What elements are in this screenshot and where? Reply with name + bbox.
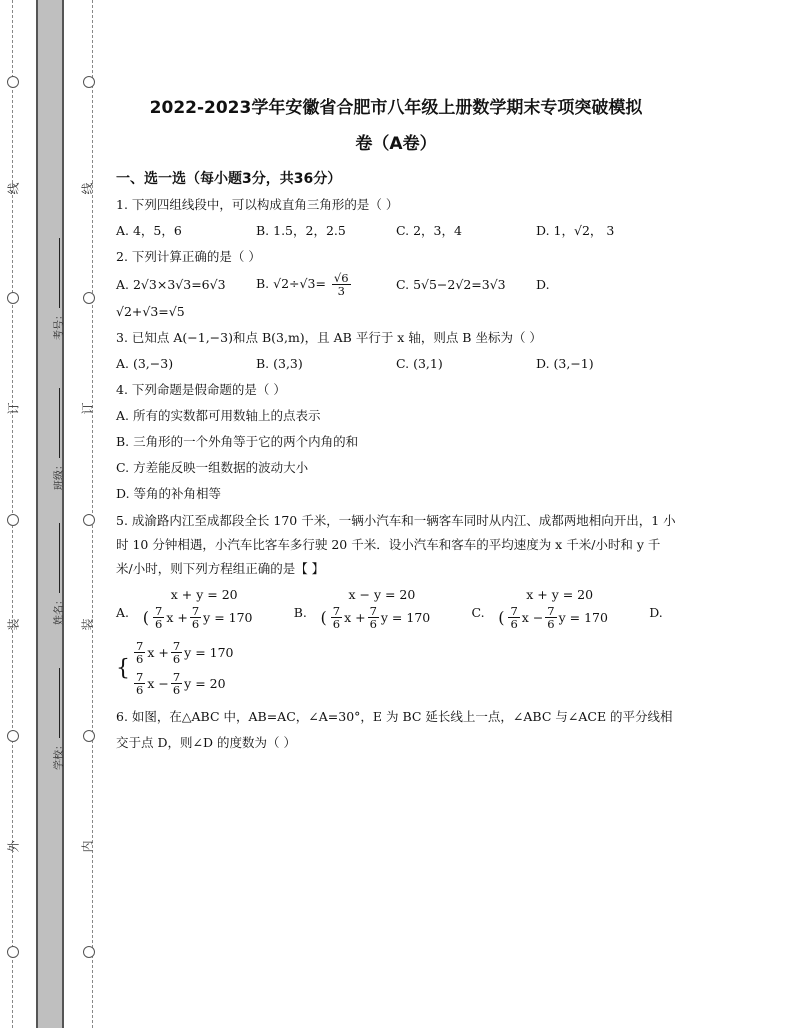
q5-option-d-system bbox=[116, 640, 676, 696]
punch-hole bbox=[83, 514, 95, 526]
numerator: 7 bbox=[547, 604, 555, 618]
term: x + bbox=[166, 610, 188, 625]
q5-option-d-label: D. bbox=[649, 605, 663, 620]
brace-icon: ( bbox=[142, 608, 149, 627]
punch-hole bbox=[83, 292, 95, 304]
section-heading: 一、选一选（每小题3分，共36分） bbox=[116, 171, 342, 187]
q5-option-c-label: C. bbox=[471, 605, 485, 620]
term: y = 170 bbox=[184, 644, 234, 660]
q4-option-b: B. 三角形的一个外角等于它的两个内角的和 bbox=[116, 434, 359, 449]
name-field: 姓名： bbox=[50, 523, 65, 625]
q3-options bbox=[116, 353, 676, 375]
term: x + bbox=[344, 610, 366, 625]
q5-option-c-system bbox=[498, 585, 649, 630]
q1-option-c: C. 2，3，4 bbox=[396, 223, 462, 238]
equation-top: x + y = 20 bbox=[526, 587, 594, 602]
punch-hole bbox=[7, 292, 19, 304]
margin-char: 外 bbox=[6, 840, 21, 853]
equation-top: x − y = 20 bbox=[348, 587, 416, 602]
fraction bbox=[508, 605, 519, 630]
q4-option-a: A. 所有的实数都可用数轴上的点表示 bbox=[116, 408, 321, 423]
q3-option-a: A. (3,−3) bbox=[116, 356, 174, 371]
equation-bottom bbox=[320, 605, 471, 630]
question-4: 4. 下列命题是假命题的是（ ） bbox=[116, 382, 286, 397]
numerator: 7 bbox=[510, 604, 518, 618]
q2-b-left: B. √2÷√3= bbox=[256, 276, 326, 291]
exam-number-field: 考号： bbox=[50, 238, 65, 340]
term: y = 170 bbox=[203, 610, 253, 625]
d-row-2 bbox=[132, 671, 234, 696]
q3-option-b: B. (3,3) bbox=[256, 356, 303, 371]
denominator: 6 bbox=[172, 652, 181, 666]
q1-option-b: B. 1.5，2，2.5 bbox=[256, 223, 346, 238]
punch-hole bbox=[7, 514, 19, 526]
q5-options bbox=[116, 585, 676, 630]
denominator: 6 bbox=[369, 617, 377, 631]
numerator: 7 bbox=[136, 639, 144, 653]
q5-option-b-label: B. bbox=[293, 605, 307, 620]
fraction bbox=[171, 640, 182, 665]
numerator: 7 bbox=[172, 639, 181, 653]
brace-icon: ( bbox=[498, 608, 505, 627]
margin-char: 内 bbox=[80, 840, 95, 853]
punch-hole bbox=[7, 946, 19, 958]
brace-icon: { bbox=[116, 655, 130, 681]
numerator: 7 bbox=[191, 604, 200, 618]
question-3: 3. 已知点 A(−1,−3)和点 B(3,m)，且 AB 平行于 x 轴，则点 B 坐标为（ ） bbox=[116, 330, 542, 345]
denominator: 6 bbox=[155, 617, 163, 631]
punch-hole bbox=[83, 946, 95, 958]
question-5: 5. 成渝路内江至成都段全长 170 千米，一辆小汽车和一辆客车同时从内江、成都两地相向开出，1 小时 10 分钟相遇，小汽车比客车多行驶 20 千米．设小汽车和客车的平均速度为 x 千米/小时和 y 千米/小时，则下列方程组正确的是【 】 bbox=[116, 513, 676, 576]
equation-bottom bbox=[498, 605, 649, 630]
denominator: 3 bbox=[337, 284, 345, 298]
denominator: 6 bbox=[136, 652, 144, 666]
q4-option-d: D. 等角的补角相等 bbox=[116, 486, 222, 501]
denominator: 6 bbox=[332, 617, 341, 631]
fraction bbox=[134, 640, 145, 665]
numerator: 7 bbox=[172, 670, 181, 684]
q3-option-d: D. (3,−1) bbox=[536, 356, 594, 371]
fraction bbox=[134, 671, 145, 696]
numerator: 7 bbox=[369, 604, 377, 618]
term: y = 170 bbox=[380, 610, 431, 625]
q2-option-b bbox=[256, 272, 396, 297]
class-field: 班级： bbox=[50, 388, 65, 490]
punch-hole bbox=[7, 730, 19, 742]
margin-char: 订 bbox=[80, 402, 95, 415]
q1-options bbox=[116, 220, 676, 242]
exam-content bbox=[116, 90, 676, 760]
numerator: 7 bbox=[136, 670, 144, 684]
denominator: 6 bbox=[510, 617, 518, 631]
title-line2: 卷（A卷） bbox=[355, 134, 437, 154]
question-2: 2. 下列计算正确的是（ ） bbox=[116, 249, 261, 264]
margin-char: 线 bbox=[80, 182, 95, 195]
school-field: 学校： bbox=[50, 668, 65, 770]
fraction bbox=[368, 605, 379, 630]
q4-option-c: C. 方差能反映一组数据的波动大小 bbox=[116, 460, 309, 475]
title-line1: 2022-2023学年安徽省合肥市八年级上册数学期末专项突破模拟 bbox=[149, 98, 643, 118]
fraction bbox=[171, 671, 182, 696]
q3-option-c: C. (3,1) bbox=[396, 356, 443, 371]
d-row-1 bbox=[132, 640, 234, 665]
punch-hole bbox=[7, 76, 19, 88]
punch-hole bbox=[83, 76, 95, 88]
question-6: 6. 如图，在△ABC 中，AB=AC，∠A=30°，E 为 BC 延长线上一点，∠ABC 与∠ACE 的平分线相交于点 D，则∠D 的度数为（ ） bbox=[116, 709, 673, 750]
q2-option-d-continued: √2+√3=√5 bbox=[116, 304, 185, 319]
q5-option-a-system bbox=[143, 585, 294, 630]
q2-options bbox=[116, 272, 676, 297]
numerator: 7 bbox=[332, 604, 341, 618]
brace-icon: ( bbox=[320, 608, 327, 627]
q2-option-d: D. bbox=[536, 276, 550, 292]
page-title bbox=[116, 90, 676, 162]
margin-char: 线 bbox=[6, 182, 21, 195]
margin-char: 装 bbox=[80, 618, 95, 631]
margin-char: 订 bbox=[6, 402, 21, 415]
equation-top: x + y = 20 bbox=[170, 587, 238, 602]
term: x − bbox=[521, 610, 544, 625]
punch-hole bbox=[83, 730, 95, 742]
q2-option-a: A. 2√3×3√3=6√3 bbox=[116, 276, 226, 292]
q1-option-a: A. 4，5，6 bbox=[116, 223, 182, 238]
fraction bbox=[153, 605, 164, 630]
q5-option-b-system bbox=[320, 585, 471, 630]
q1-option-d: D. 1，√2， 3 bbox=[536, 223, 615, 238]
d-equations bbox=[132, 640, 234, 696]
q5-option-a-label: A. bbox=[116, 605, 130, 620]
denominator: 6 bbox=[172, 683, 181, 697]
denominator: 6 bbox=[191, 617, 200, 631]
term: y = 170 bbox=[558, 610, 608, 625]
term: y = 20 bbox=[184, 675, 226, 691]
margin-char: 装 bbox=[6, 618, 21, 631]
denominator: 6 bbox=[136, 683, 144, 697]
question-1: 1. 下列四组线段中，可以构成直角三角形的是（ ） bbox=[116, 197, 399, 212]
numerator: √6 bbox=[333, 271, 349, 285]
fraction bbox=[331, 605, 342, 630]
q2-option-c: C. 5√5−2√2=3√3 bbox=[396, 276, 506, 292]
denominator: 6 bbox=[547, 617, 555, 631]
fraction bbox=[190, 605, 201, 630]
binding-band bbox=[36, 0, 64, 1028]
binding-margin bbox=[0, 0, 100, 1028]
term: x + bbox=[147, 644, 169, 660]
equation-bottom bbox=[143, 605, 294, 630]
numerator: 7 bbox=[155, 604, 163, 618]
fraction bbox=[545, 605, 556, 630]
q2-b-fraction bbox=[332, 272, 351, 297]
term: x − bbox=[147, 675, 169, 691]
